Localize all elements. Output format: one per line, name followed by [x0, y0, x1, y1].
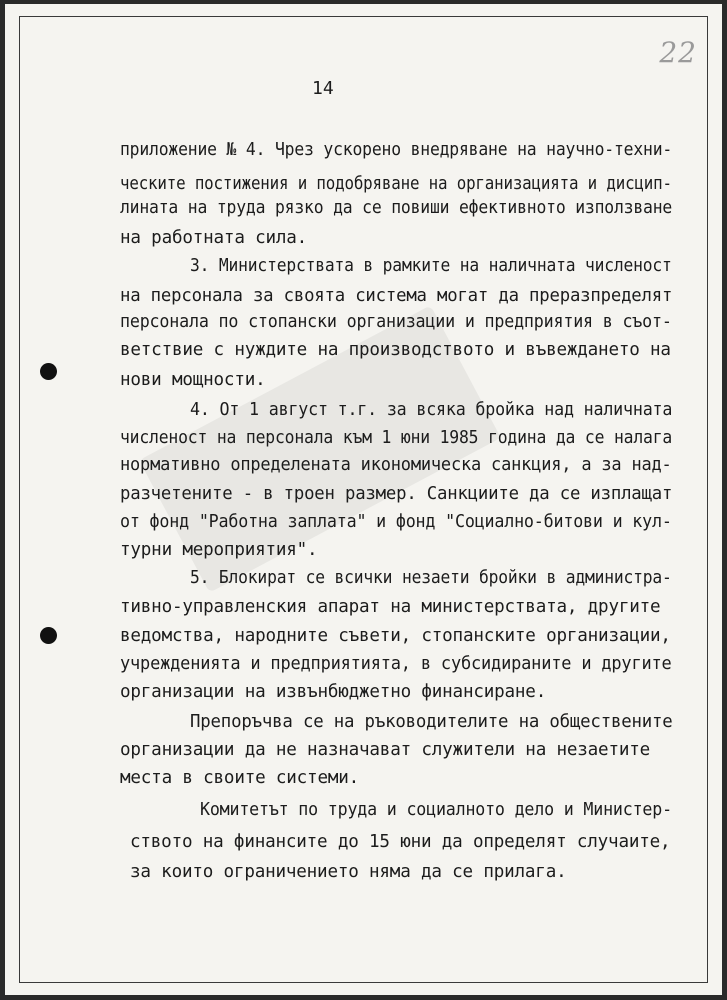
- text-line: организации да не назначават служители на незаетите: [120, 740, 651, 760]
- text-line: нови мощности.: [120, 370, 266, 390]
- text-line: Комитетът по труда и социалното дело и Министер-: [200, 800, 672, 820]
- text-line: на персонала за своята система могат да преразпределят: [120, 286, 673, 306]
- text-line: 5. Блокират се всички незаети бройки в администра-: [190, 568, 672, 588]
- text-line: турни мероприятия".: [120, 540, 318, 560]
- text-line: тивно-управленския апарат на министерствата, другите: [120, 597, 661, 617]
- text-line: от фонд "Работна заплата" и фонд "Социално-битови и кул-: [120, 512, 672, 532]
- text-line: разчетените - в троен размер. Санкциите да се изплащат: [120, 484, 673, 504]
- text-line: организации на извънбюджетно финансиране.: [120, 682, 547, 702]
- text-line: ведомства, народните съвети, стопанските организации,: [120, 626, 671, 646]
- text-line: ческите постижения и подобряване на организацията и дисцип-: [120, 174, 672, 194]
- archive-page-number: 22: [659, 36, 697, 69]
- text-line: лината на труда рязко да се повиши ефективното използване: [120, 198, 673, 218]
- page-number: 14: [312, 78, 334, 99]
- text-line: приложение № 4. Чрез ускорено внедряване на научно-техни-: [120, 140, 673, 160]
- text-line: Препоръчва се на ръководителите на обществените: [190, 712, 673, 732]
- text-line: места в своите системи.: [120, 768, 360, 788]
- text-line: 3. Министерствата в рамките на наличната численост: [190, 256, 672, 276]
- text-line: персонала по стопански организации и предприятия в съот-: [120, 312, 672, 332]
- text-line: ството на финансите до 15 юни да определят случаите,: [130, 832, 671, 852]
- text-line: учрежденията и предприятията, в субсидираните и другите: [120, 654, 672, 674]
- text-line: на работната сила.: [120, 228, 308, 248]
- text-line: 4. От 1 август т.г. за всяка бройка над наличната: [190, 400, 673, 420]
- text-line: ветствие с нуждите на производството и въвеждането на: [120, 340, 671, 360]
- text-line: нормативно определената икономическа санкция, а за над-: [120, 455, 672, 475]
- text-line: за които ограничението няма да се прилага.: [130, 862, 567, 882]
- text-line: численост на персонала към 1 юни 1985 година да се налага: [120, 428, 673, 448]
